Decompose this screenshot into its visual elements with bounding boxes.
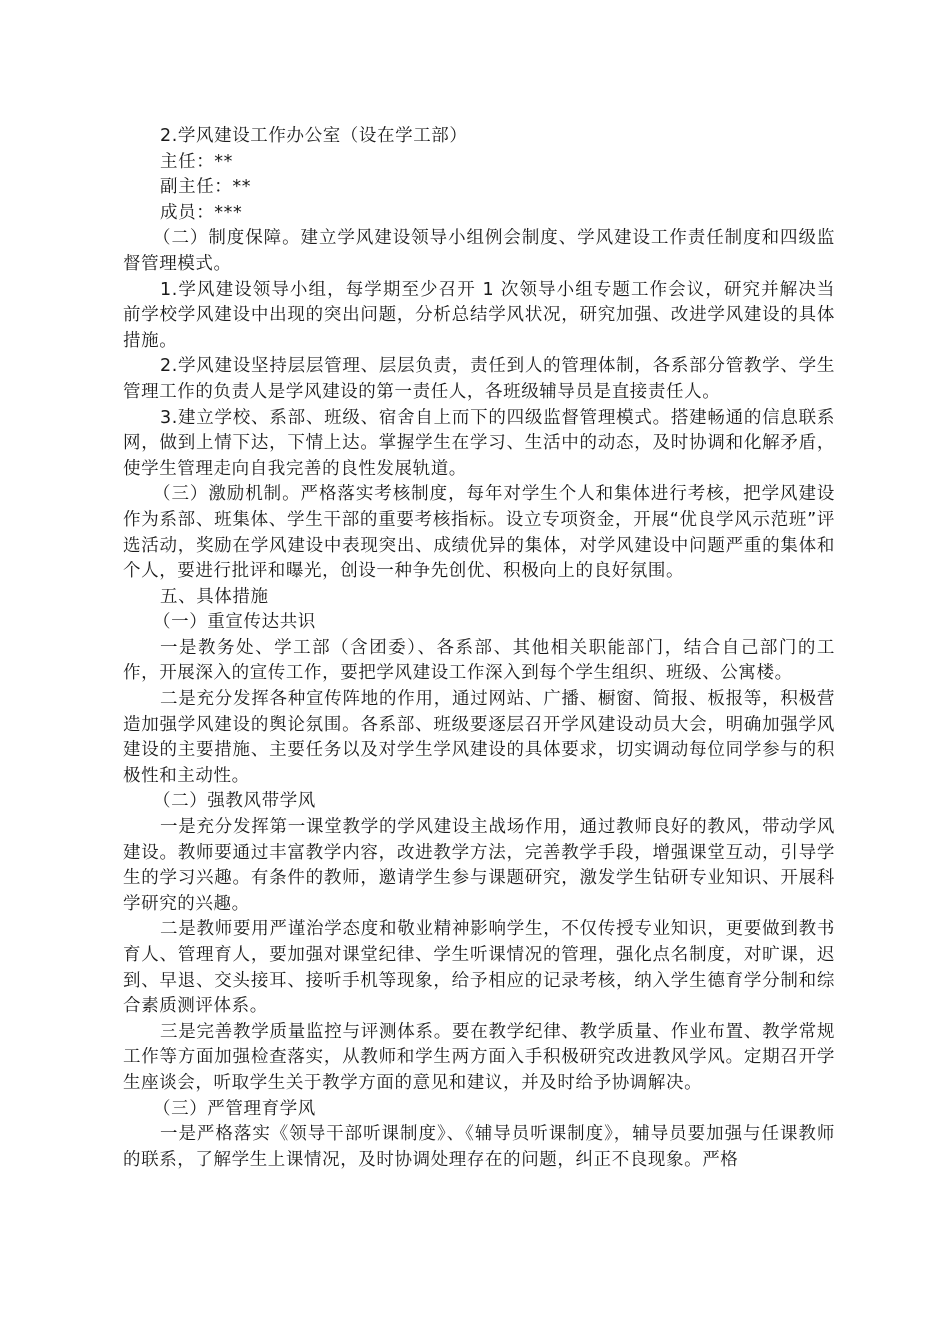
paragraph: 1.学风建设领导小组，每学期至少召开 1 次领导小组专题工作会议，研究并解决当前学校学风建设中出现的突出问题，分析总结学风状况，研究加强、改进学风建设的具体措施。 (123, 279, 835, 351)
paragraph: 五、具体措施 (160, 586, 269, 607)
paragraph: 一是教务处、学工部（含团委）、各系部、其他相关职能部门，结合自己部门的工作，开展深入的宣传工作，要把学风建设工作深入到每个学生组织、班级、公寓楼。 (123, 637, 835, 684)
paragraph: 一是严格落实《领导干部听课制度》、《辅导员听课制度》，辅导员要加强与任课教师的联系，了解学生上课情况，及时协调处理存在的问题，纠正不良现象。严格 (123, 1124, 835, 1170)
paragraph: 3.建立学校、系部、班级、宿舍自上而下的四级监督管理模式。搭建畅通的信息联系网，做到上情下达，下情上达。掌握学生在学习、生活中的动态，及时协调和化解矛盾，使学生管理走向自我完善的良性发展轨道。 (123, 407, 835, 479)
document-body (123, 124, 835, 1173)
paragraph: 三是完善教学质量监控与评测体系。要在教学纪律、教学质量、作业布置、教学常规工作等方面加强检查落实，从教师和学生两方面入手积极研究改进教风学风。定期召开学生座谈会，听取学生关于教学方面的意见和建议，并及时给予协调解决。 (123, 1021, 835, 1093)
paragraph: 成员：*** (160, 202, 243, 223)
paragraph: 2.学风建设工作办公室（设在学工部） (160, 126, 468, 146)
paragraph: （二）强教风带学风 (153, 791, 316, 812)
paragraph: 主任：** (160, 151, 233, 172)
paragraph: 一是充分发挥第一课堂教学的学风建设主战场作用，通过教师良好的教风，带动学风建设。教师要通过丰富教学内容，改进教学方法，完善教学手段，增强课堂互动，引导学生的学习兴趣。有条件的教师，邀请学生参与课题研究，激发学生钻研专业知识、开展科学研究的兴趣。 (123, 817, 835, 914)
paragraph: （三）严管理育学风 (153, 1098, 316, 1119)
paragraph: 2.学风建设坚持层层管理、层层负责，责任到人的管理体制，各系部分管教学、学生管理工作的负责人是学风建设的第一责任人，各班级辅导员是直接责任人。 (123, 356, 835, 402)
paragraph: （一）重宣传达共识 (153, 612, 316, 633)
paragraph: 副主任：** (160, 177, 252, 198)
paragraph: （三）激励机制。严格落实考核制度，每年对学生个人和集体进行考核，把学风建设作为系部、班集体、学生干部的重要考核指标。设立专项资金，开展“优良学风示范班”评选活动，奖励在学风建设中表现突出、成绩优异的集体，对学风建设中问题严重的集体和个人，要进行批评和曝光，创设一种争先创优、积极向上的良好氛围。 (123, 484, 835, 582)
paragraph: 二是教师要用严谨治学态度和敬业精神影响学生，不仅传授专业知识，更要做到教书育人、管理育人，要加强对课堂纪律、学生听课情况的管理，强化点名制度，对旷课，迟到、早退、交头接耳、接听手机等现象，给予相应的记录考核，纳入学生德育学分制和综合素质测评体系。 (123, 919, 835, 1017)
paragraph: （二）制度保障。建立学风建设领导小组例会制度、学风建设工作责任制度和四级监督管理模式。 (123, 228, 835, 274)
paragraph: 二是充分发挥各种宣传阵地的作用，通过网站、广播、橱窗、简报、板报等，积极营造加强学风建设的舆论氛围。各系部、班级要逐层召开学风建设动员大会，明确加强学风建设的主要措施、主要任务以及对学生学风建设的具体要求，切实调动每位同学参与的积极性和主动性。 (123, 689, 835, 786)
